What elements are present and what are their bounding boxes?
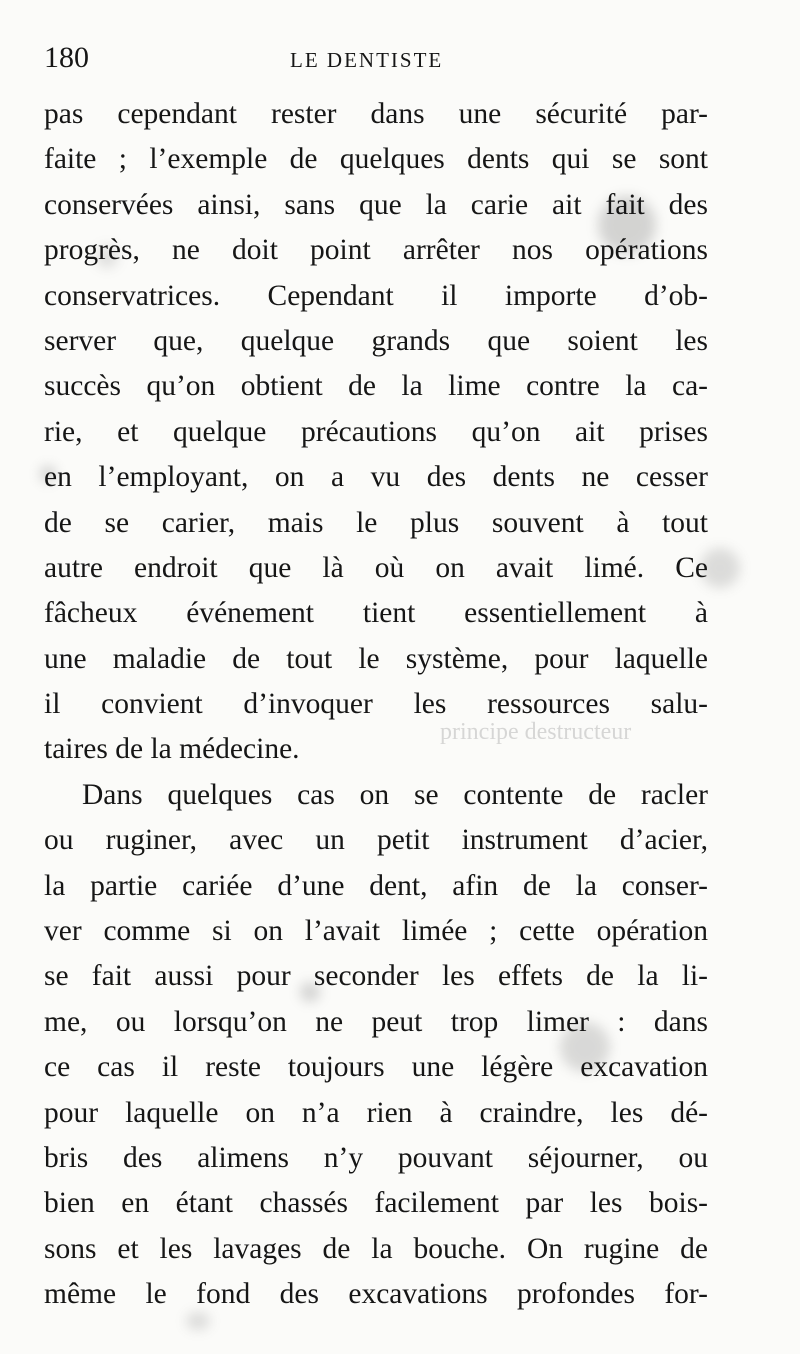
text-line: me, ou lorsqu’on ne peut trop limer : dans bbox=[44, 1005, 708, 1038]
text-line: fâcheux événement tient essentiellement à bbox=[44, 597, 708, 630]
text-line: pour laquelle on n’a rien à craindre, les dé- bbox=[44, 1096, 708, 1129]
text-line: il convient d’invoquer les ressources salu- bbox=[44, 688, 708, 721]
text-line: pas cependant rester dans une sécurité par- bbox=[44, 98, 708, 130]
show-through-text: principe destructeur bbox=[440, 719, 632, 745]
text-line: succès qu’on obtient de la lime contre la ca- bbox=[44, 370, 708, 403]
text-line: conservatrices. Cependant il importe d’ob- bbox=[44, 279, 708, 312]
paragraph-2 bbox=[44, 773, 708, 1318]
text-line: server que, quelque grands que soient les bbox=[44, 324, 708, 357]
paragraph-1 bbox=[44, 92, 708, 773]
text-line: se fait aussi pour seconder les effets de la li- bbox=[44, 960, 708, 993]
text-line: bien en étant chassés facilement par les bois- bbox=[44, 1187, 708, 1220]
page-number: 180 bbox=[44, 41, 89, 74]
text-line: en l’employant, on a vu des dents ne cesser bbox=[44, 461, 708, 494]
text-line: même le fond des excavations profondes for- bbox=[44, 1278, 708, 1311]
text-line: taires de la médecine. bbox=[44, 733, 300, 766]
text-line: faite ; l’exemple de quelques dents qui se sont bbox=[44, 143, 708, 176]
body-text bbox=[44, 92, 708, 1318]
text-line: une maladie de tout le système, pour laquelle bbox=[44, 642, 708, 675]
text-line: rie, et quelque précautions qu’on ait prises bbox=[44, 415, 708, 448]
text-line: conservées ainsi, sans que la carie ait fait des bbox=[44, 188, 708, 221]
running-title: LE DENTISTE bbox=[290, 48, 444, 72]
text-line: de se carier, mais le plus souvent à tout bbox=[44, 506, 708, 539]
running-head bbox=[44, 38, 754, 78]
text-line: Dans quelques cas on se contente de racler bbox=[82, 778, 708, 811]
text-line: ce cas il reste toujours une légère excavation bbox=[44, 1051, 708, 1084]
text-line: ver comme si on l’avait limée ; cette opération bbox=[44, 915, 708, 948]
text-line: progrès, ne doit point arrêter nos opérations bbox=[44, 234, 708, 267]
text-line: la partie cariée d’une dent, afin de la conser- bbox=[44, 869, 708, 902]
text-line: autre endroit que là où on avait limé. Ce bbox=[44, 551, 708, 584]
text-line: ou ruginer, avec un petit instrument d’acier, bbox=[44, 824, 708, 857]
text-line: sons et les lavages de la bouche. On rugine de bbox=[44, 1232, 708, 1265]
text-line: bris des alimens n’y pouvant séjourner, ou bbox=[44, 1141, 708, 1174]
